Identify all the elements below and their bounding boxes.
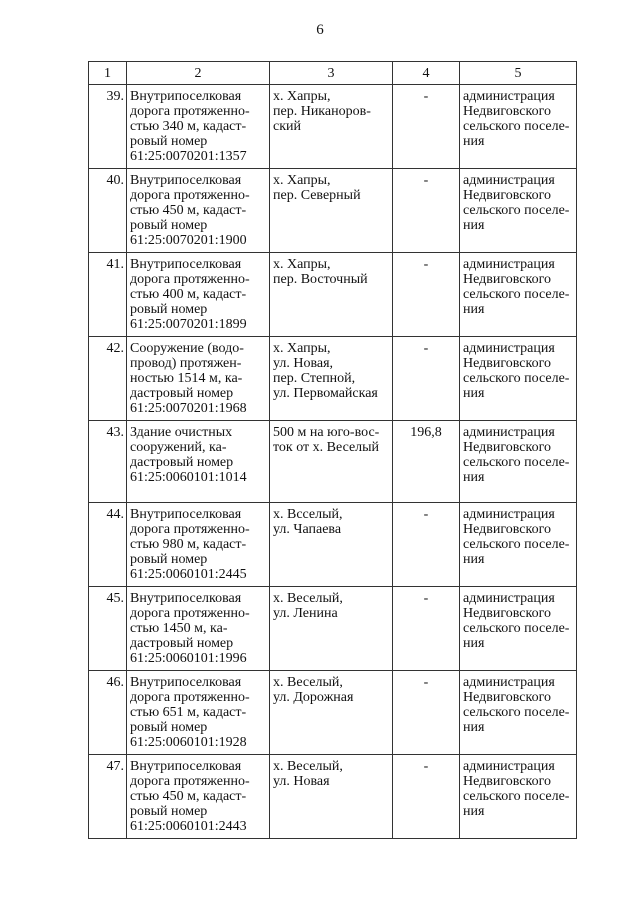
holder-cell: администрация Недвиговского сельского поселе- ния	[460, 337, 577, 421]
location-cell: 500 м на юго-вос- ток от х. Веселый	[270, 421, 393, 503]
holder-cell: администрация Недвиговского сельского поселе- ния	[460, 503, 577, 587]
object-name-cell: Внутрипоселковая дорога протяженно- стью 1450 м, ка- дастровый номер 61:25:0060101:1996	[127, 587, 270, 671]
object-name-cell: Внутрипоселковая дорога протяженно- стью 400 м, кадаст- ровый номер 61:25:0070201:1899	[127, 253, 270, 337]
location-cell: х. Хапры, ул. Новая, пер. Степной, ул. Первомайская	[270, 337, 393, 421]
location-cell: х. Хапры, пер. Северный	[270, 169, 393, 253]
header-cell-1: 1	[89, 62, 127, 85]
holder-cell: администрация Недвиговского сельского поселе- ния	[460, 421, 577, 503]
table-row	[89, 671, 577, 755]
location-cell: х. Веселый, ул. Дорожная	[270, 671, 393, 755]
table-row	[89, 85, 577, 169]
holder-cell: администрация Недвиговского сельского поселе- ния	[460, 169, 577, 253]
table-row	[89, 755, 577, 839]
table-row	[89, 421, 577, 503]
header-cell-3: 3	[270, 62, 393, 85]
page-number: 6	[316, 22, 324, 38]
area-cell: -	[393, 587, 460, 671]
row-number: 43.	[89, 421, 127, 503]
row-number: 40.	[89, 169, 127, 253]
row-number: 47.	[89, 755, 127, 839]
property-table	[88, 61, 577, 839]
header-cell-2: 2	[127, 62, 270, 85]
holder-cell: администрация Недвиговского сельского поселе- ния	[460, 587, 577, 671]
location-cell: х. Всселый, ул. Чапаева	[270, 503, 393, 587]
object-name-cell: Здание очистных сооружений, ка- дастровый номер 61:25:0060101:1014	[127, 421, 270, 503]
location-cell: х. Хапры, пер. Никаноров- ский	[270, 85, 393, 169]
area-cell: -	[393, 169, 460, 253]
table-row	[89, 253, 577, 337]
row-number: 42.	[89, 337, 127, 421]
object-name-cell: Внутрипоселковая дорога протяженно- стью 980 м, кадаст- ровый номер 61:25:0060101:2445	[127, 503, 270, 587]
table-row	[89, 337, 577, 421]
row-number: 41.	[89, 253, 127, 337]
holder-cell: администрация Недвиговского сельского поселе- ния	[460, 671, 577, 755]
row-number: 39.	[89, 85, 127, 169]
row-number: 45.	[89, 587, 127, 671]
location-cell: х. Веселый, ул. Новая	[270, 755, 393, 839]
object-name-cell: Сооружение (водо- провод) протяжен- ностью 1514 м, ка- дастровый номер 61:25:0070201:1968	[127, 337, 270, 421]
location-cell: х. Веселый, ул. Ленина	[270, 587, 393, 671]
holder-cell: администрация Недвиговского сельского поселе- ния	[460, 253, 577, 337]
area-cell: -	[393, 337, 460, 421]
area-cell: -	[393, 671, 460, 755]
object-name-cell: Внутрипоселковая дорога протяженно- стью 450 м, кадаст- ровый номер 61:25:0060101:2443	[127, 755, 270, 839]
table-row	[89, 169, 577, 253]
row-number: 44.	[89, 503, 127, 587]
object-name-cell: Внутрипоселковая дорога протяженно- стью 340 м, кадаст- ровый номер 61:25:0070201:1357	[127, 85, 270, 169]
table-row	[89, 587, 577, 671]
header-cell-5: 5	[460, 62, 577, 85]
area-cell: -	[393, 755, 460, 839]
object-name-cell: Внутрипоселковая дорога протяженно- стью 450 м, кадаст- ровый номер 61:25:0070201:1900	[127, 169, 270, 253]
table-row	[89, 503, 577, 587]
object-name-cell: Внутрипоселковая дорога протяженно- стью 651 м, кадаст- ровый номер 61:25:0060101:1928	[127, 671, 270, 755]
area-cell: -	[393, 85, 460, 169]
area-cell: 196,8	[393, 421, 460, 503]
holder-cell: администрация Недвиговского сельского поселе- ния	[460, 85, 577, 169]
area-cell: -	[393, 253, 460, 337]
holder-cell: администрация Недвиговского сельского поселе- ния	[460, 755, 577, 839]
header-cell-4: 4	[393, 62, 460, 85]
location-cell: х. Хапры, пер. Восточный	[270, 253, 393, 337]
area-cell: -	[393, 503, 460, 587]
row-number: 46.	[89, 671, 127, 755]
header-row	[89, 62, 577, 85]
